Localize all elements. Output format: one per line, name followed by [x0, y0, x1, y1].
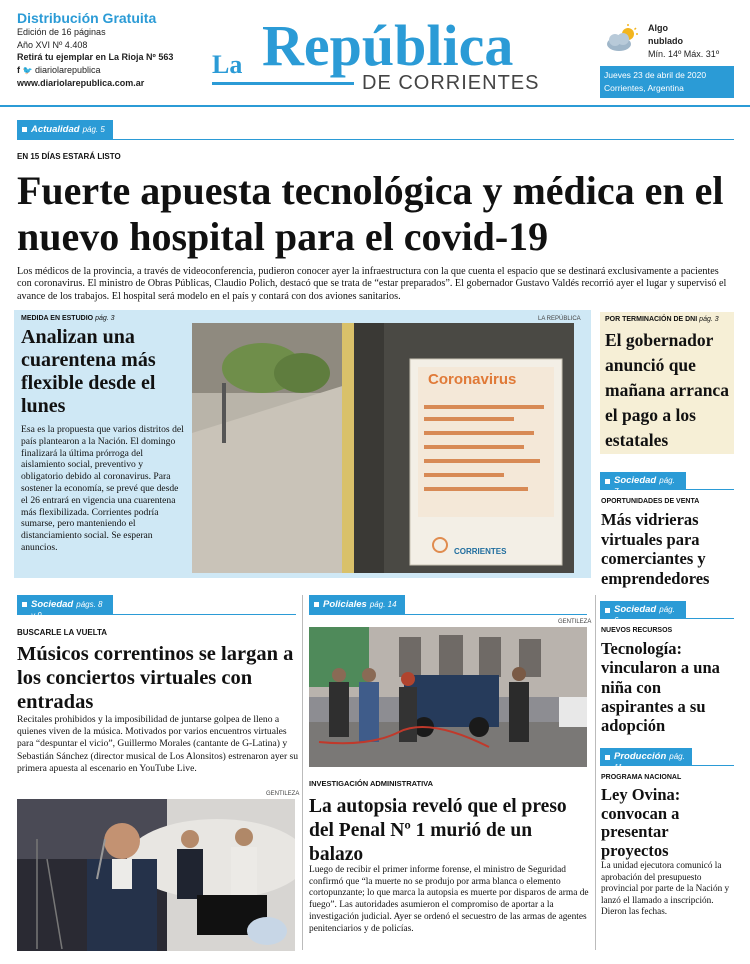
- weather-line2: nublado: [648, 36, 683, 46]
- section-line: [405, 614, 587, 615]
- autopsy-credit: GENTILEZA: [558, 619, 592, 625]
- section-line: [113, 139, 734, 140]
- logo-sub: DE CORRIENTES: [362, 72, 540, 94]
- section-tag-page: pág. 14: [369, 600, 397, 609]
- payment-kicker-page: pág. 3: [699, 316, 719, 323]
- musicians-photo: [17, 799, 295, 951]
- autopsy-headline[interactable]: La autopsia reveló que el preso del Penal Nº 1 murió de un balazo: [309, 796, 567, 865]
- quarantine-credit: LA REPÚBLICA: [538, 316, 581, 322]
- section-tag-page: pág. 7: [614, 476, 675, 496]
- section-tag-page: págs. 8 y 9: [31, 600, 103, 620]
- section-tag-page: pág. 11: [614, 752, 685, 772]
- lead-headline[interactable]: Fuerte apuesta tecnológica y médica en el nuevo hospital para el covid-19: [17, 168, 724, 259]
- weather-text: [648, 22, 719, 61]
- section-tag-label: Sociedad: [614, 604, 657, 615]
- newspaper-logo: [210, 12, 550, 100]
- girl-kicker: NUEVOS RECURSOS: [601, 627, 673, 634]
- logo-la: La: [212, 50, 243, 79]
- girl-headline[interactable]: Tecnología: vincularon a una niña con aspirantes a su adopción: [601, 639, 720, 736]
- section-tag-sociedad-7[interactable]: [600, 472, 686, 496]
- autopsy-photo: [309, 627, 587, 767]
- quarantine-kicker-text: MEDIDA EN ESTUDIO: [21, 315, 94, 322]
- column-divider: [595, 595, 596, 950]
- quarantine-photo: [192, 323, 574, 573]
- payment-headline[interactable]: El gobernador anunció que mañana arranca el pago a los estatales: [605, 330, 729, 450]
- police-scene-illustration: [309, 627, 587, 767]
- musicians-headline[interactable]: Músicos correntinos se largan a los conciertos virtuales con entradas: [17, 643, 294, 713]
- sheep-headline[interactable]: Ley Ovina: convocan a presentar proyectos: [601, 785, 681, 860]
- place-label: Corrientes, Argentina: [604, 83, 684, 93]
- date-label: Jueves 23 de abril de 2020: [604, 70, 707, 80]
- quarantine-kicker: [21, 315, 115, 322]
- twitter-icon: 🐦: [22, 65, 33, 75]
- issue-label: Año XVI Nº 4.408: [17, 39, 88, 50]
- section-tag-label: Actualidad: [31, 124, 80, 135]
- column-divider: [302, 595, 303, 950]
- musicians-credit: GENTILEZA: [266, 791, 300, 797]
- autopsy-body: Luego de recibir el primer informe forense, el ministro de Seguridad confirmó que “la muerte no se produjo por arma blanca o elemento cortopunzante; lo que marca la autopsia es muerte por disparos de arma de fuego”. Las autoridades asumieron el compromiso de aportar a la investigación judicial. Ayer se ordenó el secuestro de las armas de agentes penitenciarios y de policías.: [309, 865, 589, 934]
- weather-temps: Mín. 14º Máx. 31º: [648, 49, 720, 59]
- section-tag-page: pág. 5: [82, 125, 105, 134]
- musicians-kicker: BUSCARLE LA VUELTA: [17, 628, 108, 637]
- section-tag-actualidad[interactable]: [17, 120, 113, 140]
- section-tag-label: Policiales: [323, 599, 367, 610]
- cloud-sun-icon: [604, 24, 640, 54]
- sheep-body: La unidad ejecutora comunicó la aprobación del presupuesto provincial por parte de la Nación y lanzó el llamado a inscripción. Dieron las fechas.: [601, 860, 730, 917]
- musicians-body: Recitales prohibidos y la imposibilidad de juntarse golpea de lleno a quienes viven de la música. Motivados por varios encuentros virtuales para “despuntar el vicio”, Guillermo Morales (cantante de G-Latina) y Sebastián Sánchez (director musical de Los Alonsitos) estrenaron ayer su primera apuesta al escenario en YouTube Live.: [17, 714, 299, 774]
- masthead-info: [17, 10, 207, 90]
- social-handle: diariolarepublica: [35, 64, 101, 75]
- street-shop-illustration: [192, 323, 574, 573]
- quarantine-kicker-page: pág. 3: [95, 315, 115, 322]
- weather-line1: Algo: [648, 23, 668, 33]
- poster-brand: CORRIENTES: [454, 547, 507, 556]
- payment-kicker: [605, 316, 719, 323]
- section-tag-produccion[interactable]: [600, 748, 692, 772]
- pickup-label: Retirá tu ejemplar en La Rioja Nº 563: [17, 52, 174, 62]
- poster-title: Coronavirus: [428, 371, 517, 388]
- quarantine-headline[interactable]: Analizan una cuarentena más flexible desde el lunes: [21, 326, 156, 417]
- autopsy-kicker: INVESTIGACIÓN ADMINISTRATIVA: [309, 779, 434, 788]
- section-tag-sociedad-6[interactable]: [600, 601, 686, 625]
- facebook-icon: f: [17, 64, 20, 75]
- section-tag-label: Producción: [614, 751, 667, 762]
- section-tag-label: Sociedad: [31, 599, 74, 610]
- website-link[interactable]: www.diariolarepublica.com.ar: [17, 78, 145, 88]
- section-line: [692, 765, 734, 766]
- section-tag-sociedad-8-9[interactable]: [17, 595, 113, 620]
- masthead-divider: [0, 105, 750, 107]
- concert-illustration: [17, 799, 295, 951]
- windows-headline[interactable]: Más vidrieras virtuales para comerciantes y emprendedores: [601, 510, 710, 588]
- section-line: [686, 618, 734, 619]
- section-tag-page: pág. 6: [614, 605, 675, 625]
- edition-label: Edición de 16 páginas: [17, 27, 106, 37]
- lead-kicker: EN 15 DÍAS ESTARÁ LISTO: [17, 152, 121, 161]
- windows-kicker: OPORTUNIDADES DE VENTA: [601, 498, 700, 505]
- lead-body: Los médicos de la provincia, a través de videoconferencia, pudieron conocer ayer la infraestructura con la que cuenta el espacio que se destinará exclusivamente a pacientes con coronavirus. El ministro de Obras Públicas, Claudio Polich, destacó que se trata de “estar preparados”. El gobernador Gustavo Valdés recorrió ayer el lugar y supervisó el avance de los trabajos. El hospital será modelo en el país y contará con dos aviones sanitarios.: [17, 266, 727, 302]
- logo-rule: [212, 82, 354, 85]
- quarantine-body: Esa es la propuesta que varios distritos del país plantearon a la Nación. El domingo finalizará la última prórroga del aislamiento social, preventivo y obligatorio debido al coronavirus. Para sostener la economía, se prevé que desde el 26 entrará en vigencia una cuarentena más flexibilizada. Corrientes podría sumarse, pero manteniendo el distanciamiento social. Se esperan anuncios.: [21, 424, 184, 553]
- payment-kicker-text: POR TERMINACIÓN DE DNI: [605, 316, 698, 323]
- section-tag-label: Sociedad: [614, 475, 657, 486]
- date-box: [600, 66, 734, 98]
- sheep-kicker: PROGRAMA NACIONAL: [601, 774, 682, 781]
- section-tag-policiales[interactable]: [309, 595, 405, 615]
- section-line: [686, 489, 734, 490]
- logo-main: República: [262, 13, 514, 78]
- distribution-label: Distribución Gratuita: [17, 10, 157, 26]
- section-line: [113, 614, 296, 615]
- social-line: [17, 64, 207, 78]
